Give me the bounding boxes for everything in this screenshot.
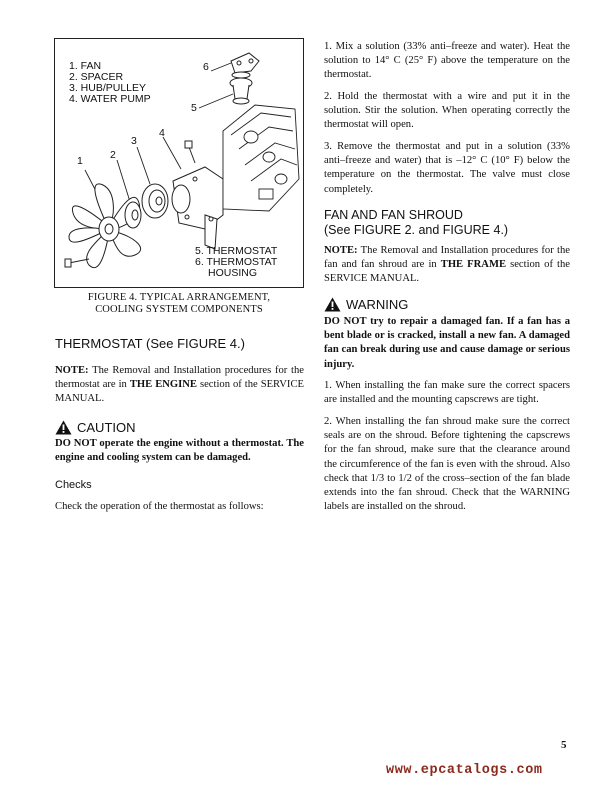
warning-title (324, 297, 408, 312)
page-number: 5 (561, 739, 567, 751)
caution-title (55, 420, 136, 435)
legend-bottom (195, 246, 277, 279)
thermostat-heading: THERMOSTAT (See FIGURE 4.) (55, 336, 245, 351)
thermostat-step-3: 3. Remove the thermostat and put in a solution (33% anti–freeze and water) that is –12° C (10° F) below the temperature on the thermostat. The valve must close completely. (324, 141, 570, 195)
legend-item-water-pump: 4. WATER PUMP (69, 93, 151, 105)
note-text-a: The Removal and Installation procedures for the thermostat are in (55, 365, 304, 391)
warning-body: DO NOT try to repair a damaged fan. If a fan has a bent blade or is cracked, install a new fan. A damaged fan can break during use and cause damage or serious injury. (324, 316, 570, 370)
figure-4 (54, 38, 304, 288)
thermostat-note (55, 364, 304, 407)
note-label: NOTE: (55, 365, 89, 376)
caution-label: CAUTION (77, 420, 136, 435)
checks-heading: Checks (55, 479, 92, 491)
legend-top (69, 61, 151, 105)
checks-text: Check the operation of the thermostat as follows: (55, 501, 264, 512)
callout-2: 2 (110, 149, 116, 161)
fan-shroud-heading (324, 208, 570, 238)
callout-1: 1 (77, 155, 83, 167)
watermark: www.epcatalogs.com (386, 763, 543, 778)
callout-4: 4 (159, 127, 165, 139)
legend-item-fan: 1. FAN (69, 60, 102, 72)
legend-item-thermostat: 5. THERMOSTAT (195, 245, 278, 257)
note-bold-section: THE ENGINE (129, 379, 197, 391)
warning-triangle-icon (324, 297, 341, 312)
caution-body: DO NOT operate the engine without a thermostat. The engine and cooling system can be damaged. (55, 438, 304, 464)
legend-item-hub-pulley: 3. HUB/PULLEY (69, 82, 147, 94)
callout-6: 6 (203, 61, 209, 73)
legend-item-spacer: 2. SPACER (69, 71, 124, 83)
callout-5: 5 (191, 102, 197, 114)
fan-note-bold-section: THE FRAME (440, 259, 507, 271)
legend-item-thermostat-housing-cont: HOUSING (208, 267, 258, 279)
fan-shroud-heading-line-2: (See FIGURE 2. and FIGURE 4.) (324, 223, 509, 237)
figure-caption (54, 292, 304, 316)
warning-triangle-icon (55, 420, 72, 435)
fan-shroud-heading-line-1: FAN AND FAN SHROUD (324, 208, 463, 222)
thermostat-step-2: 2. Hold the thermostat with a wire and put it in the solution. Stir the solution. When operating correctly the thermostat will open. (324, 91, 570, 131)
callout-3: 3 (131, 135, 137, 147)
thermostat-step-1: 1. Mix a solution (33% anti–freeze and water). Heat the solution to 14° C (25° F) above the temperature on the thermostat. (324, 41, 570, 81)
warning-label: WARNING (346, 297, 409, 312)
fan-step-1: 1. When installing the fan make sure the correct spacers are installed and the mounting capscrews are tight. (324, 380, 570, 406)
note-text-b: section of the SERVICE MANUAL. (55, 379, 304, 405)
fan-note-text-b: section of the SERVICE MANUAL. (324, 259, 570, 285)
caption-line-2: COOLING SYSTEM COMPONENTS (95, 304, 263, 315)
fan-note-text-a: The Removal and Installation procedures for the fan and fan shroud are in (324, 245, 570, 271)
legend-item-thermostat-housing: 6. THERMOSTAT (195, 256, 278, 268)
caption-line-1: FIGURE 4. TYPICAL ARRANGEMENT, (87, 292, 271, 303)
fan-note-label: NOTE: (324, 245, 358, 256)
fan-note (324, 244, 570, 287)
fan-step-2: 2. When installing the fan shroud make sure the correct seals are on the shroud. Before tightening the capscrews for the fan shroud, make sure that the clearance around the circumference of the fan is even with the shroud. Also check that 1/3 to 1/2 of the cross–section of the fan blade extends into the fan shroud. Check that the WARNING labels are installed on the shroud. (324, 416, 570, 513)
